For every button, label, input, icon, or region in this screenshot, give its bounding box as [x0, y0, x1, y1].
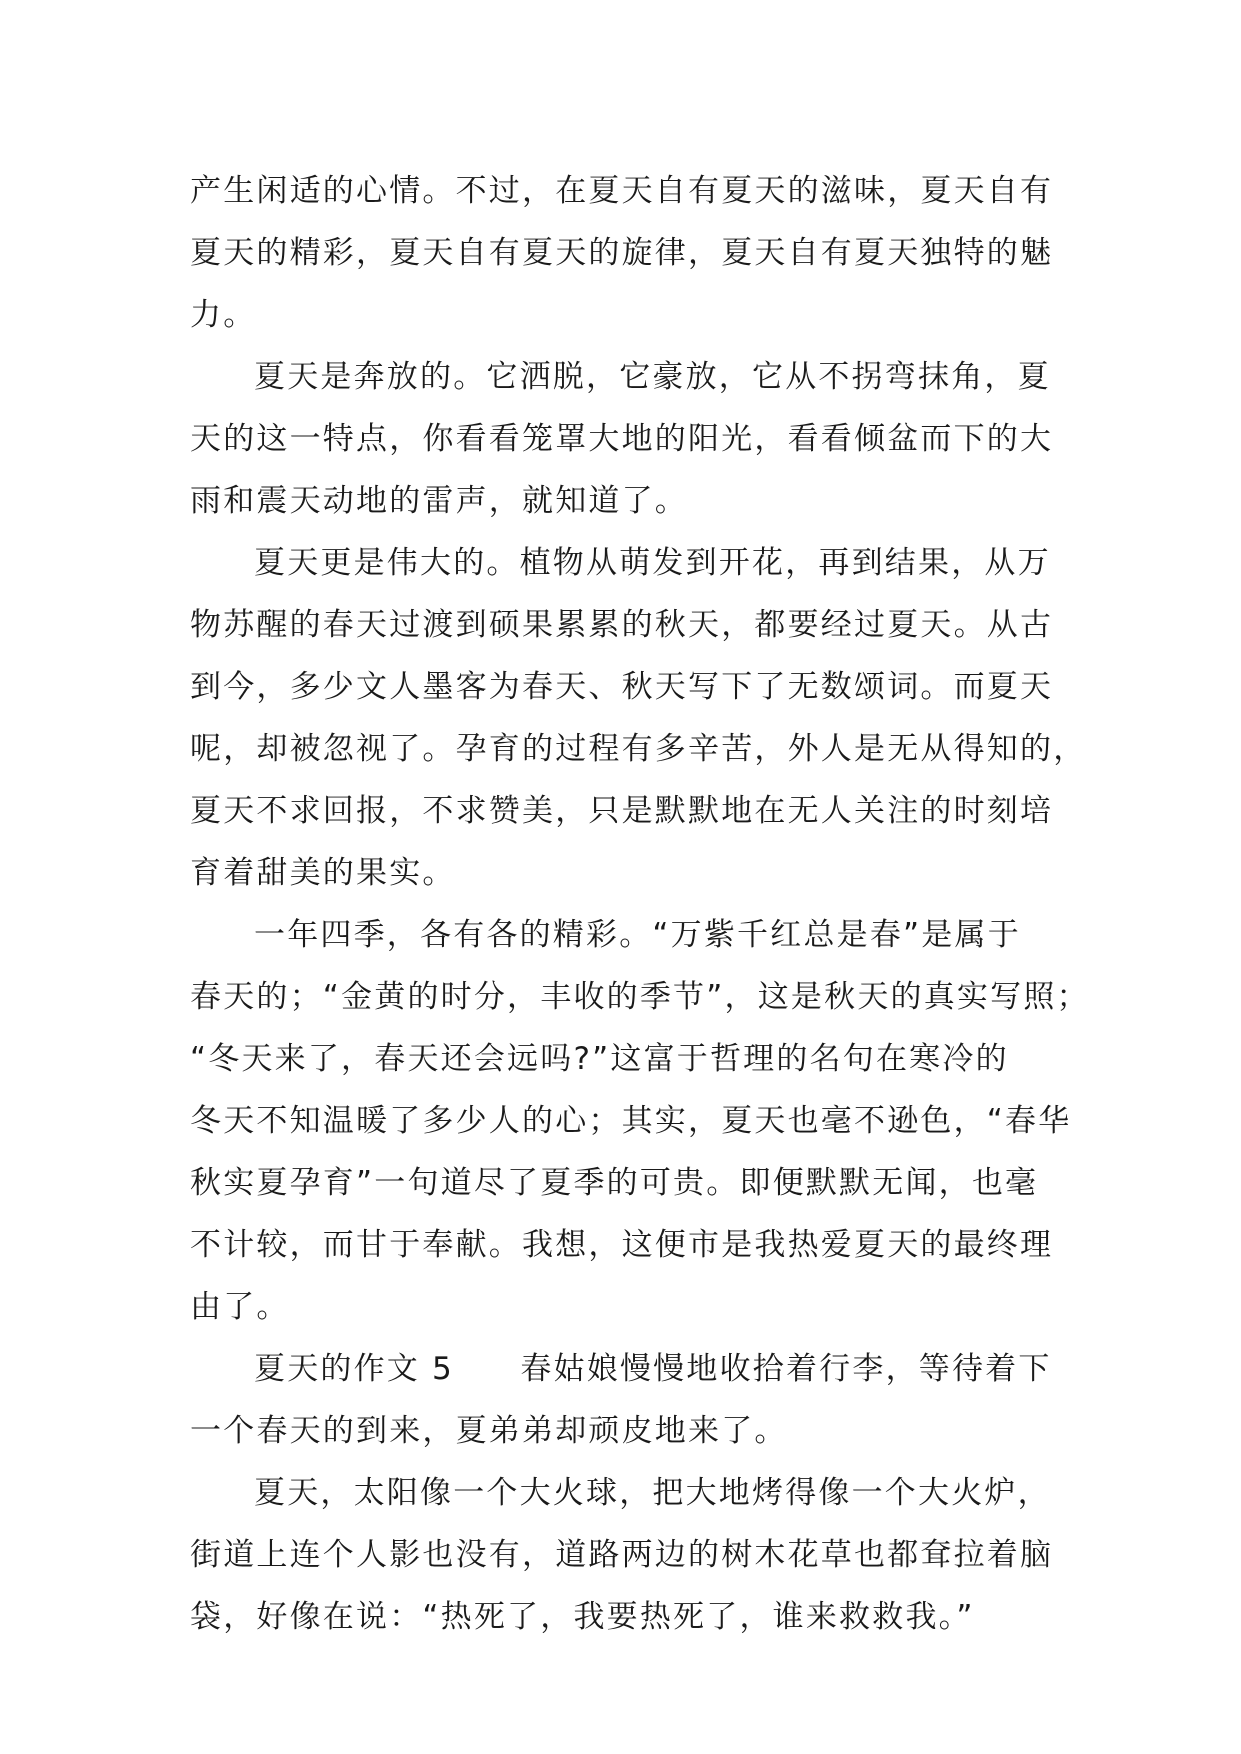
text-line: 夏天的精彩，夏天自有夏天的旋律，夏天自有夏天独特的魅 — [190, 235, 1054, 271]
text-line: 天的这一特点，你看看笼罩大地的阳光，看看倾盆而下的大 — [190, 421, 1054, 457]
text-line: 秋实夏孕育”一句道尽了夏季的可贵。即便默默无闻，也毫 — [190, 1165, 1039, 1201]
text-line: 春天的；“金黄的时分，丰收的季节”，这是秋天的真实写照； — [190, 979, 1090, 1015]
text-line: “冬天来了，春天还会远吗?”这富于哲理的名句在寒冷的 — [190, 1041, 1009, 1077]
text-line: 呢，却被忽视了。孕育的过程有多辛苦，外人是无从得知的， — [190, 731, 1087, 767]
text-line: 夏天的作文 5 春姑娘慢慢地收拾着行李，等待着下 — [254, 1351, 1052, 1387]
text-line: 力。 — [190, 297, 257, 333]
document-body — [190, 160, 1090, 1648]
text-line: 产生闲适的心情。不过，在夏天自有夏天的滋味，夏天自有 — [190, 173, 1054, 209]
text-line: 袋，好像在说：“热死了，我要热死了，谁来救救我。” — [190, 1599, 975, 1635]
text-line: 不计较，而甘于奉献。我想，这便市是我热爱夏天的最终理 — [190, 1227, 1054, 1263]
text-line: 育着甜美的果实。 — [190, 855, 456, 891]
text-line: 物苏醒的春天过渡到硕果累累的秋天，都要经过夏天。从古 — [190, 607, 1054, 643]
text-line: 由了。 — [190, 1289, 290, 1325]
text-line: 一年四季，各有各的精彩。“万紫千红总是春”是属于 — [254, 917, 1021, 953]
text-line: 夏天，太阳像一个大火球，把大地烤得像一个大火炉， — [254, 1475, 1051, 1511]
text-line: 一个春天的到来，夏弟弟却顽皮地来了。 — [190, 1413, 788, 1449]
text-line: 雨和震天动地的雷声，就知道了。 — [190, 483, 688, 519]
text-line: 冬天不知温暖了多少人的心；其实，夏天也毫不逊色，“春华 — [190, 1103, 1072, 1139]
text-line: 夏天是奔放的。它洒脱，它豪放，它从不拐弯抹角，夏 — [254, 359, 1051, 395]
text-line: 到今，多少文人墨客为春天、秋天写下了无数颂词。而夏天 — [190, 669, 1054, 705]
text-line: 街道上连个人影也没有，道路两边的树木花草也都耷拉着脑 — [190, 1537, 1054, 1573]
text-line: 夏天更是伟大的。植物从萌发到开花，再到结果，从万 — [254, 545, 1051, 581]
text-line: 夏天不求回报，不求赞美，只是默默地在无人关注的时刻培 — [190, 793, 1054, 829]
